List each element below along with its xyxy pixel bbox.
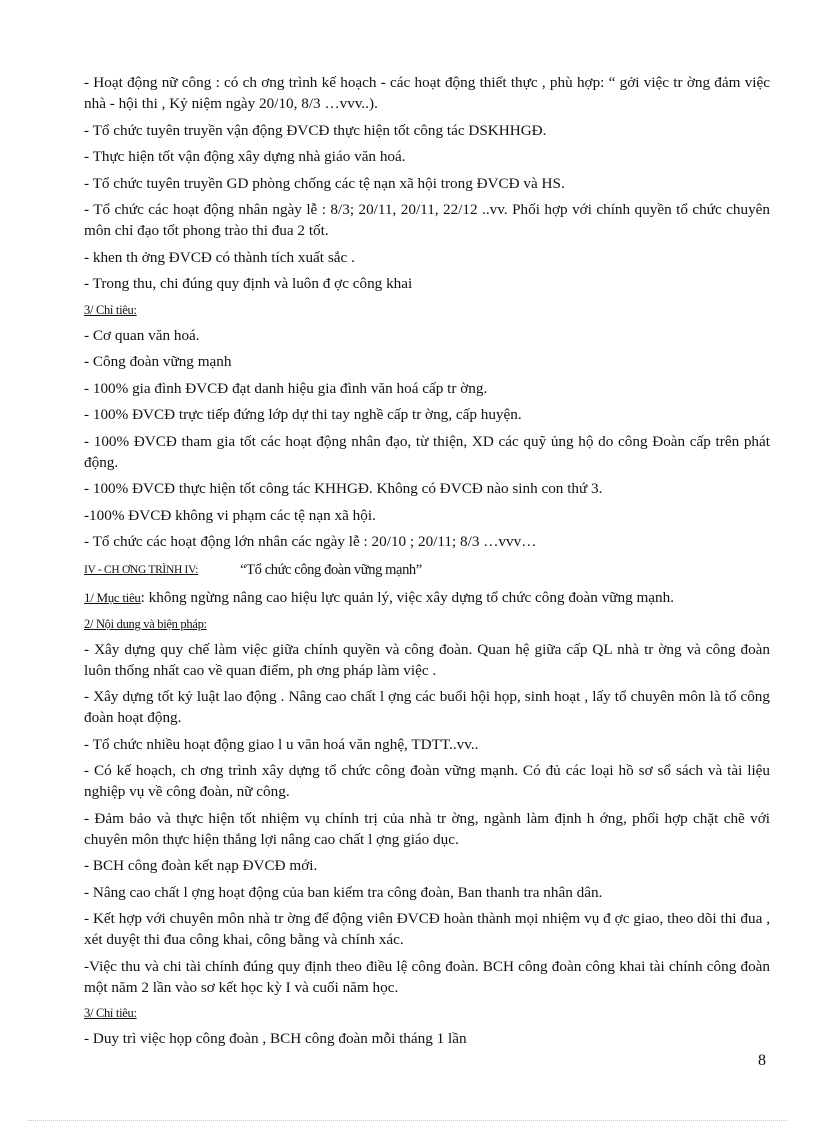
paragraph: - Kết hợp với chuyên môn nhà tr ờng để động viên ĐVCĐ hoàn thành mọi nhiệm vụ đ ợc giao, theo dõi thi đua , xét duyệt thi đua công khai, công bằng và chính xác. <box>84 910 770 948</box>
paragraph: - Trong thu, chi đúng quy định và luôn đ ợc công khai <box>84 275 413 292</box>
section-chitieu-1 <box>84 325 770 553</box>
paragraph: - 100% gia đình ĐVCĐ đạt danh hiệu gia đình văn hoá cấp tr ờng. <box>84 379 488 397</box>
paragraph: - Công đoàn vững mạnh <box>84 353 232 370</box>
document-body <box>84 72 770 1055</box>
section-heading-noidung: 2/ Nội dung và biện pháp: <box>84 616 207 631</box>
paragraph: - Thực hiện tốt vận động xây dựng nhà giáo văn hoá. <box>84 148 406 165</box>
section-heading-chitieu-2: 3/ Chỉ tiêu: <box>84 1006 137 1020</box>
section-heading-chitieu-1: 3/ Chỉ tiêu: <box>84 302 137 317</box>
paragraph: - Duy trì việc họp công đoàn , BCH công đoàn mỗi tháng 1 lần <box>84 1030 467 1047</box>
paragraph: - 100% ĐVCĐ tham gia tốt các hoạt động nhân đạo, từ thiện, XD các quỹ ủng hộ do công Đoàn cấp trên phát động. <box>84 432 770 471</box>
muc-tieu-text: : không ngừng nâng cao hiệu lực quản lý, việc xây dựng tổ chức công đoàn vững mạnh. <box>140 589 675 606</box>
paragraph: -Việc thu và chi tài chính đúng quy định theo điều lệ công đoàn. BCH công đoàn công khai tài chính công đoàn một năm 2 lần vào sơ kết học kỳ I và cuối năm học. <box>84 957 770 996</box>
paragraph: - Hoạt động nữ công : có ch ơng trình kế hoạch - các hoạt động thiết thực , phù hợp: “ gởi việc tr ờng đảm việc nhà - hội thi , Kỷ niệm ngày 20/10, 8/3 …vvv..). <box>84 74 770 112</box>
paragraph: - BCH công đoàn kết nạp ĐVCĐ mới. <box>84 857 318 874</box>
paragraph: - Tổ chức tuyên truyền GD phòng chống các tệ nạn xã hội trong ĐVCĐ và HS. <box>84 174 565 192</box>
paragraph: - Tổ chức tuyên truyền vận động ĐVCĐ thực hiện tốt công tác DSKHHGĐ. <box>84 121 547 139</box>
paragraph: - Xây dựng tốt kỷ luật lao động . Nâng cao chất l ợng các buổi hội họp, sinh hoạt , lấy tổ chuyên môn là tổ công đoàn hoạt động. <box>84 688 770 726</box>
section-number: IV - CH ƠNG TRÌNH IV: <box>84 564 199 576</box>
paragraph: - 100% ĐVCĐ trực tiếp đứng lớp dự thi tay nghề cấp tr ờng, cấp huyện. <box>84 406 522 423</box>
paragraph: - Cơ quan văn hoá. <box>84 326 200 344</box>
paragraph: - Có kế hoạch, ch ơng trình xây dựng tổ chức công đoàn vững mạnh. Có đủ các loại hồ sơ sổ sách và tài liệu nghiệp vụ về công đoàn, nữ công. <box>84 762 770 800</box>
page-number: 8 <box>758 1052 766 1069</box>
section-title: “Tổ chức công đoàn vững mạnh” <box>240 562 422 578</box>
paragraph: - Tổ chức nhiều hoạt động giao l u văn hoá văn nghệ, TDTT..vv.. <box>84 735 479 753</box>
paragraph: - Đảm bảo và thực hiện tốt nhiệm vụ chính trị của nhà tr ờng, ngành làm định h ớng, phối hợp chặt chẽ với chuyên môn thực hiện thắng lợi nâng cao chất l ợng giáo dục. <box>84 809 770 848</box>
paragraph: - Tổ chức các hoạt động lớn nhân các ngày lễ : 20/10 ; 20/11; 8/3 …vvv… <box>84 533 537 550</box>
muc-tieu-label: 1/ Mục tiêu <box>84 590 141 605</box>
paragraph: - Nâng cao chất l ợng hoạt động của ban kiểm tra công đoàn, Ban thanh tra nhân dân. <box>84 883 603 901</box>
paragraph: - khen th ởng ĐVCĐ có thành tích xuất sắc . <box>84 248 355 266</box>
section-heading-iv <box>84 560 770 581</box>
section-activities <box>84 72 770 294</box>
paragraph: - Xây dựng quy chế làm việc giữa chính quyền và công đoàn. Quan hệ giữa cấp QL nhà tr ờng và công đoàn luôn thống nhất cao về quan điểm, ph ơng pháp làm việc . <box>84 640 770 679</box>
muc-tieu-paragraph <box>84 587 770 608</box>
footer-divider <box>28 1120 788 1121</box>
section-chitieu-2 <box>84 1028 770 1049</box>
paragraph: - 100% ĐVCĐ thực hiện tốt công tác KHHGĐ. Không có ĐVCĐ nào sinh con thứ 3. <box>84 480 603 497</box>
section-noidung <box>84 639 770 998</box>
paragraph: -100% ĐVCĐ không vi phạm các tệ nạn xã hội. <box>84 506 376 524</box>
paragraph: - Tổ chức các hoạt động nhân ngày lễ : 8/3; 20/11, 20/11, 22/12 ..vv. Phối hợp với chính quyền tổ chức chuyên môn chỉ đạo tốt phong trào thi đua 2 tốt. <box>84 201 770 239</box>
